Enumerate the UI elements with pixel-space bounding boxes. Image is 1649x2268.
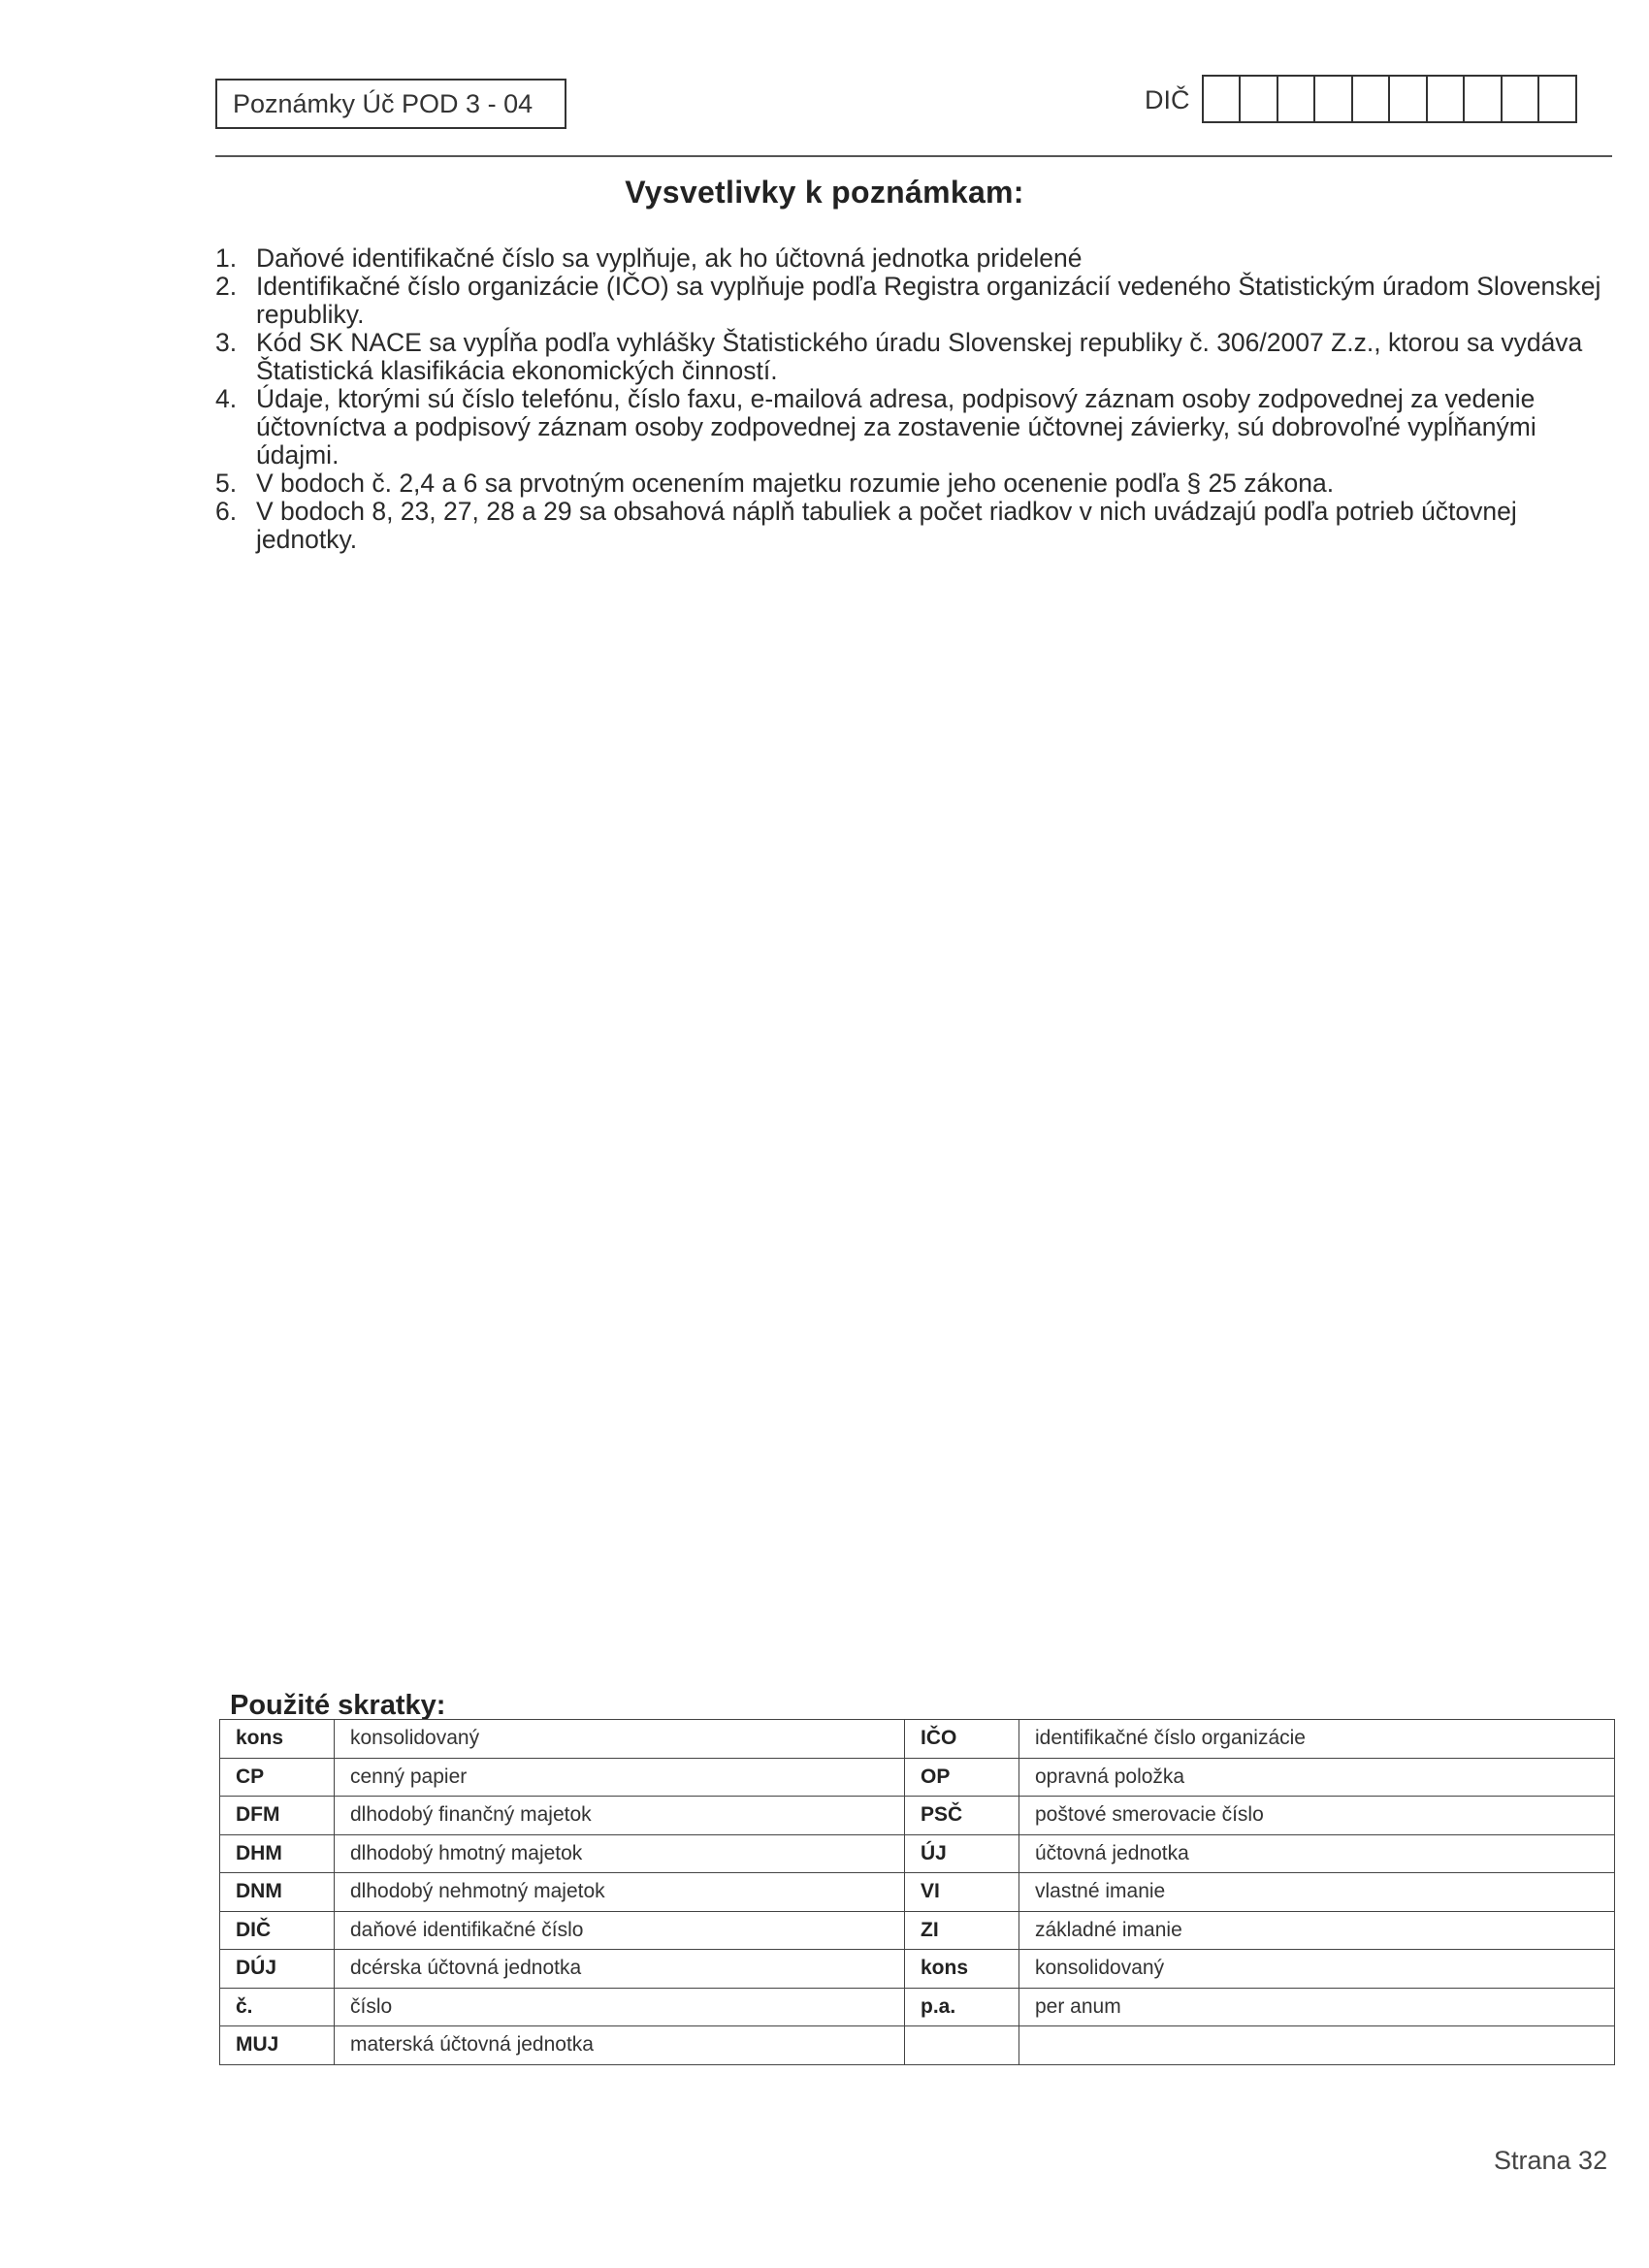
abbr-description: daňové identifikačné číslo	[335, 1911, 905, 1950]
note-text: Kód SK NACE sa vypĺňa podľa vyhlášky Štatistického úradu Slovenskej republiky č. 306/2007 Z.z., ktorou sa vydáva Štatistická klasifikácia ekonomických činností.	[256, 328, 1583, 385]
table-row	[220, 1720, 1615, 1759]
page-title: Vysvetlivky k poznámkam:	[625, 175, 1024, 210]
table-row	[220, 1873, 1615, 1912]
dic-field	[1145, 73, 1577, 123]
note-number: 1.	[215, 243, 238, 273]
form-code: Poznámky Úč POD 3 - 04	[233, 89, 534, 118]
abbr-code: OP	[905, 1758, 1019, 1797]
abbr-description: per anum	[1019, 1988, 1615, 2026]
note-number: 3.	[215, 328, 238, 357]
abbr-description: dlhodobý hmotný majetok	[335, 1834, 905, 1873]
abbr-description: dlhodobý finančný majetok	[335, 1797, 905, 1835]
abbr-description: poštové smerovacie číslo	[1019, 1797, 1615, 1835]
table-row	[220, 1988, 1615, 2026]
dic-digit-cell[interactable]	[1465, 77, 1503, 121]
dic-digit-cell[interactable]	[1241, 77, 1278, 121]
abbr-description: konsolidovaný	[1019, 1950, 1615, 1989]
abbr-description: účtovná jednotka	[1019, 1834, 1615, 1873]
abbr-description: materská účtovná jednotka	[335, 2026, 905, 2065]
table-row	[220, 1950, 1615, 1989]
dic-digit-cell[interactable]	[1539, 77, 1577, 121]
dic-digit-cell[interactable]	[1503, 77, 1540, 121]
note-text: V bodoch č. 2,4 a 6 sa prvotným ocenením majetku rozumie jeho ocenenie podľa § 25 zákona.	[256, 469, 1335, 498]
abbr-code	[905, 2026, 1019, 2065]
table-row	[220, 2026, 1615, 2065]
abbreviations-table	[219, 1719, 1615, 2065]
note-number: 4.	[215, 384, 238, 413]
abbr-code: DNM	[220, 1873, 335, 1912]
notes-list	[215, 244, 1612, 554]
table-row	[220, 1911, 1615, 1950]
dic-label: DIČ	[1145, 85, 1190, 114]
abbr-code: DÚJ	[220, 1950, 335, 1989]
abbr-code: p.a.	[905, 1988, 1019, 2026]
abbr-description: dcérska účtovná jednotka	[335, 1950, 905, 1989]
abbr-code: CP	[220, 1758, 335, 1797]
abbr-description: opravná položka	[1019, 1758, 1615, 1797]
abbr-description: konsolidovaný	[335, 1720, 905, 1759]
abbr-description: dlhodobý nehmotný majetok	[335, 1873, 905, 1912]
abbr-code: kons	[905, 1950, 1019, 1989]
dic-digit-cell[interactable]	[1390, 77, 1428, 121]
abbr-code: MUJ	[220, 2026, 335, 2065]
note-item	[215, 385, 1612, 470]
note-item	[215, 244, 1612, 273]
note-item	[215, 498, 1612, 554]
note-text: Údaje, ktorými sú číslo telefónu, číslo faxu, e-mailová adresa, podpisový záznam osoby zodpovednej za vedenie účtovníctva a podpisový záznam osoby zodpovednej za zostavenie účtovnej závierky, sú dobrovoľné vypĺňanými údajmi.	[256, 384, 1536, 470]
table-row	[220, 1797, 1615, 1835]
abbr-code: DHM	[220, 1834, 335, 1873]
abbr-description: číslo	[335, 1988, 905, 2026]
table-row	[220, 1758, 1615, 1797]
abbr-description: cenný papier	[335, 1758, 905, 1797]
abbr-code: č.	[220, 1988, 335, 2026]
abbr-description: základné imanie	[1019, 1911, 1615, 1950]
abbr-description: vlastné imanie	[1019, 1873, 1615, 1912]
abbr-code: ZI	[905, 1911, 1019, 1950]
dic-digit-cell[interactable]	[1315, 77, 1353, 121]
abbr-code: IČO	[905, 1720, 1019, 1759]
abbr-code: DIČ	[220, 1911, 335, 1950]
page-number: Strana 32	[1494, 2146, 1608, 2175]
dic-digit-cell[interactable]	[1428, 77, 1466, 121]
header-divider	[215, 155, 1612, 157]
note-number: 6.	[215, 497, 238, 526]
note-item	[215, 329, 1612, 385]
dic-digit-cell[interactable]	[1204, 77, 1242, 121]
abbreviations-title: Použité skratky:	[230, 1690, 446, 1721]
abbr-code: DFM	[220, 1797, 335, 1835]
abbr-code: kons	[220, 1720, 335, 1759]
note-text: Daňové identifikačné číslo sa vyplňuje, ak ho účtovná jednotka pridelené	[256, 243, 1083, 273]
abbr-description: identifikačné číslo organizácie	[1019, 1720, 1615, 1759]
note-text: Identifikačné číslo organizácie (IČO) sa vyplňuje podľa Registra organizácií vedeného Štatistickým úradom Slovenskej republiky.	[256, 272, 1601, 329]
abbr-description	[1019, 2026, 1615, 2065]
note-number: 5.	[215, 469, 238, 498]
dic-digit-cell[interactable]	[1278, 77, 1316, 121]
note-text: V bodoch 8, 23, 27, 28 a 29 sa obsahová náplň tabuliek a počet riadkov v nich uvádzajú podľa potrieb účtovnej jednotky.	[256, 497, 1517, 554]
table-row	[220, 1834, 1615, 1873]
form-code-box	[215, 79, 566, 129]
abbr-code: VI	[905, 1873, 1019, 1912]
note-item	[215, 470, 1612, 498]
abbr-code: ÚJ	[905, 1834, 1019, 1873]
abbr-code: PSČ	[905, 1797, 1019, 1835]
note-number: 2.	[215, 272, 238, 301]
note-item	[215, 273, 1612, 329]
dic-digit-cell[interactable]	[1353, 77, 1391, 121]
dic-input-cells[interactable]	[1202, 75, 1577, 123]
